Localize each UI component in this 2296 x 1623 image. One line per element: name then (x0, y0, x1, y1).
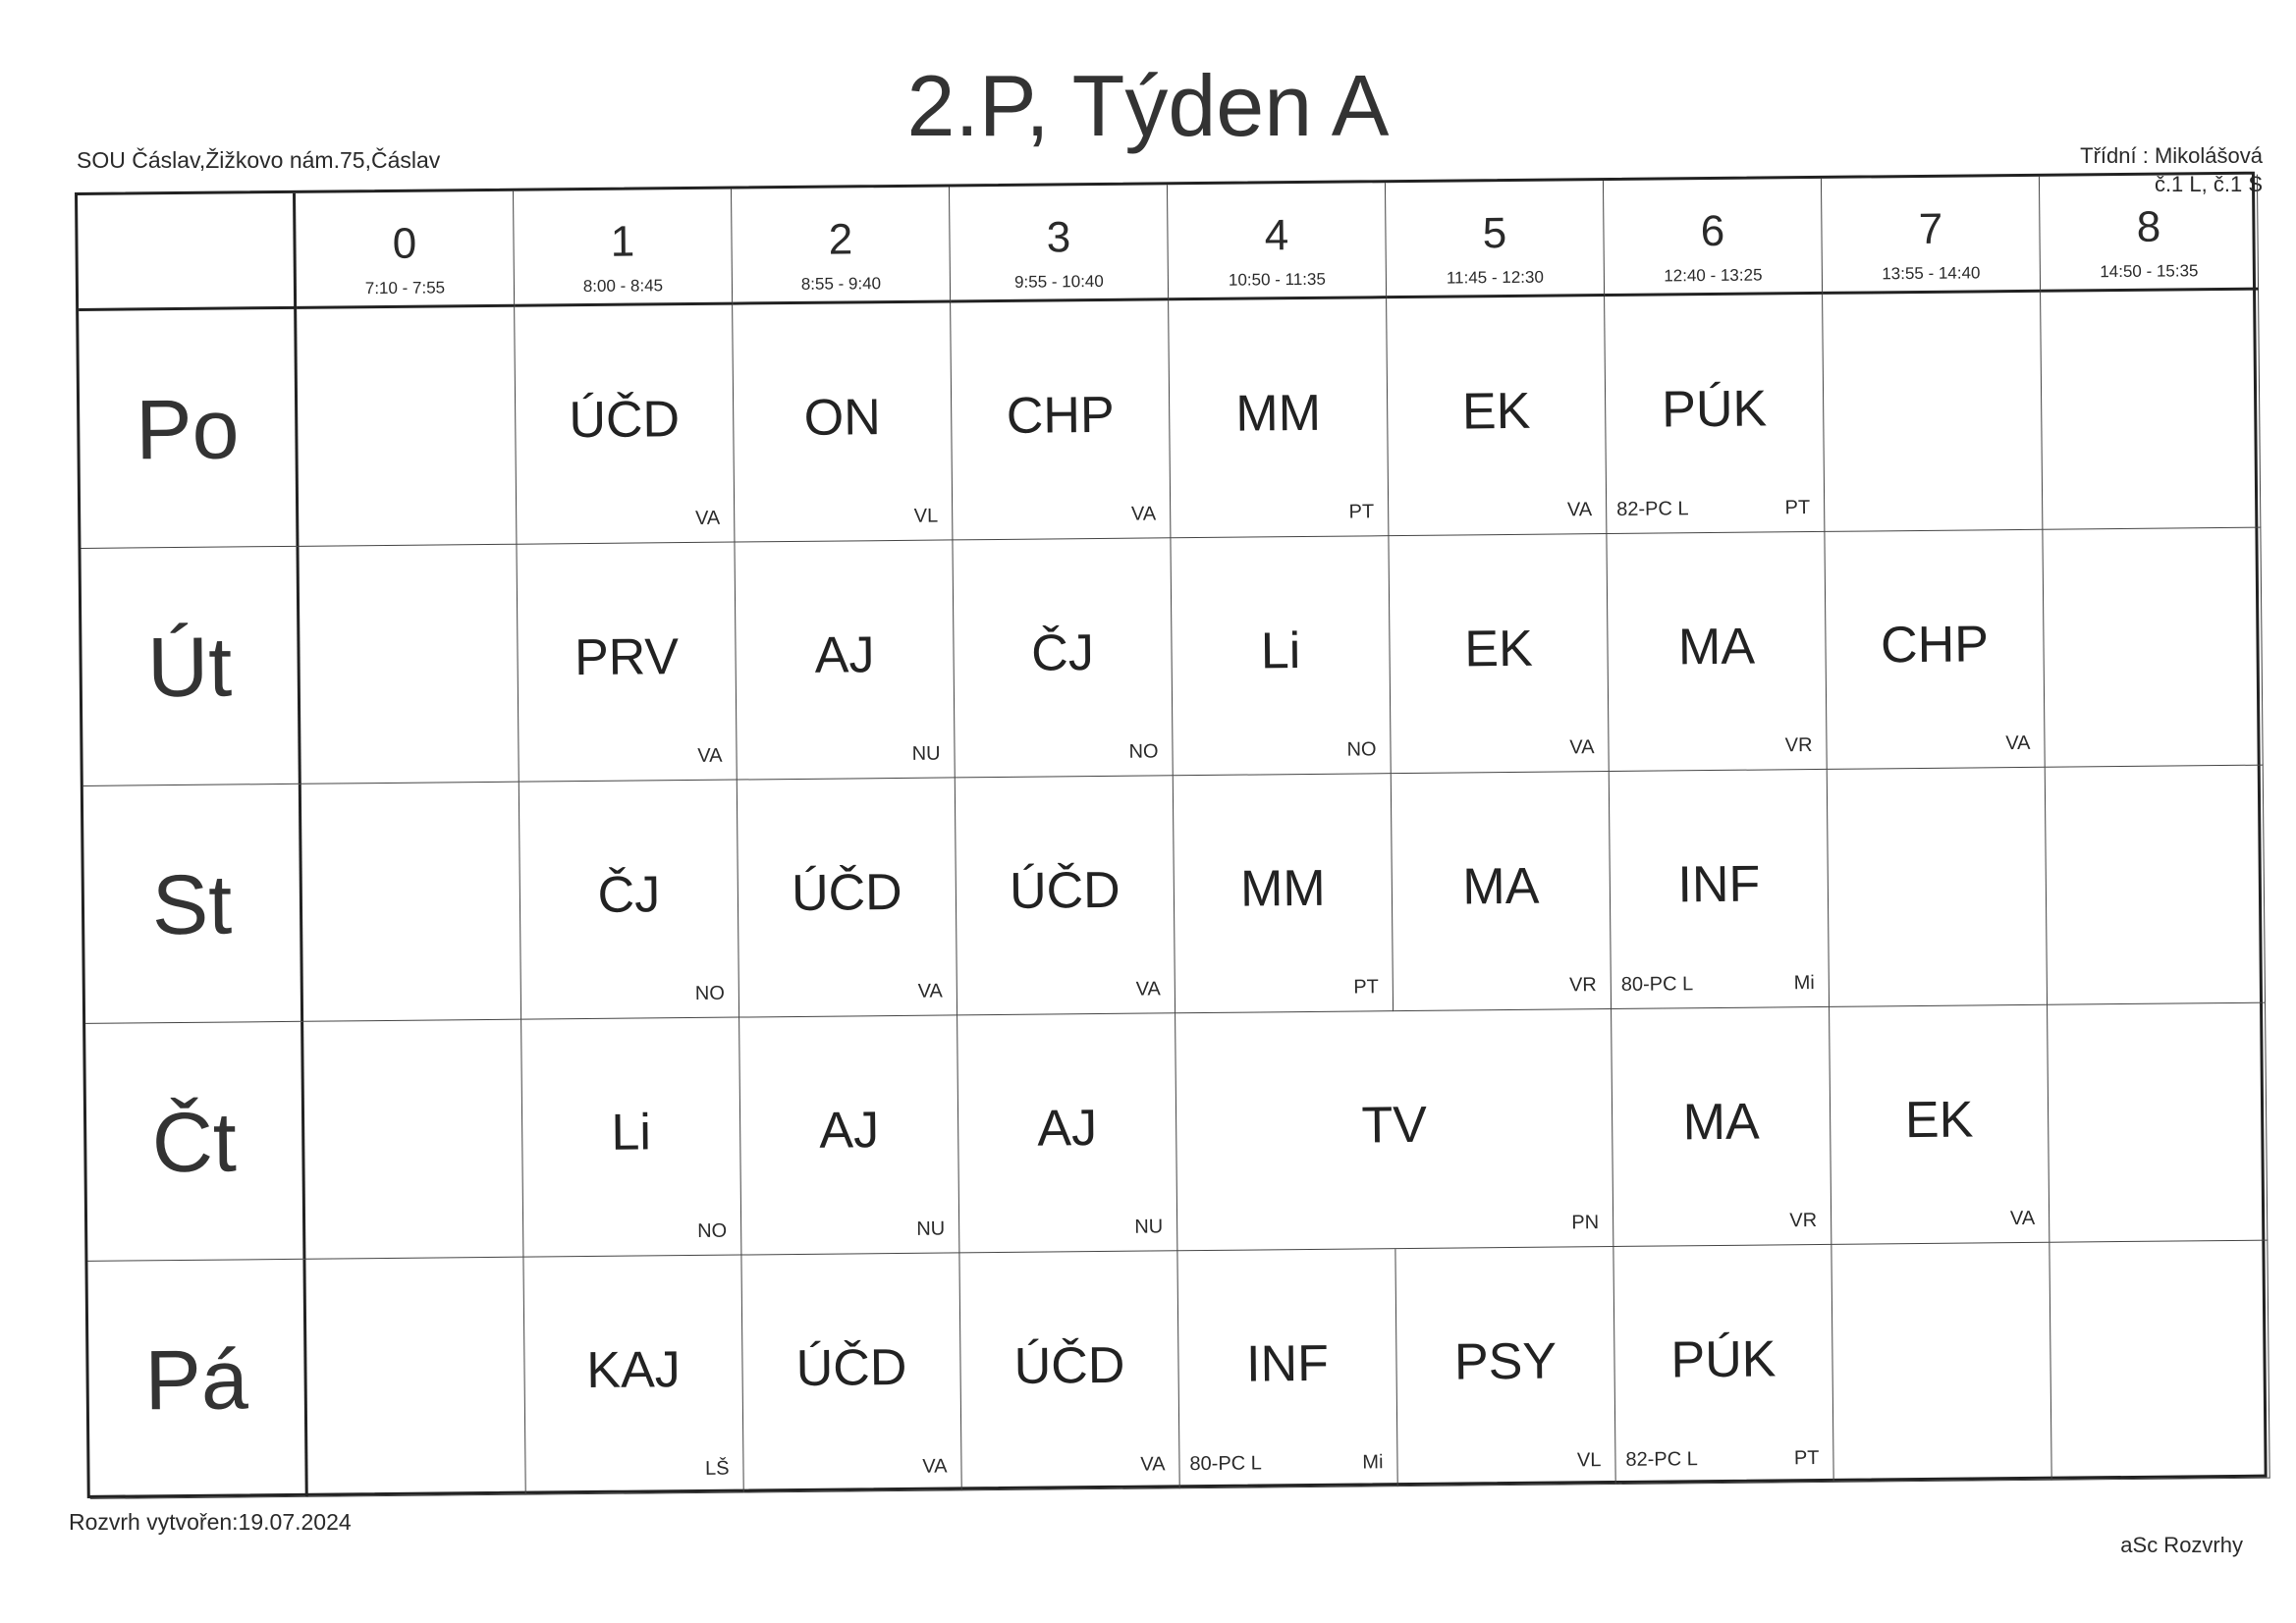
lesson-subject: ÚČD (1013, 1336, 1125, 1395)
period-number: 5 (1482, 209, 1507, 258)
lesson-teacher: Mi (1793, 972, 1815, 995)
period-number: 1 (610, 217, 635, 266)
lesson-cell (951, 300, 1171, 540)
lesson-teacher: NU (916, 1217, 946, 1240)
lesson-cell (741, 1253, 961, 1492)
lesson-cell (1171, 536, 1391, 776)
lesson-subject: PRV (574, 628, 680, 687)
lesson-teacher: PN (1571, 1212, 1600, 1234)
software-credit: aSc Rozvrhy (2120, 1533, 2243, 1557)
lesson-cell (1387, 297, 1607, 536)
lesson-subject: ÚČD (569, 391, 681, 450)
period-header (950, 185, 1169, 302)
period-number: 4 (1264, 211, 1289, 260)
lesson-cell (515, 305, 735, 545)
lesson-cell (1395, 1247, 1615, 1487)
day-label-cell (87, 1260, 307, 1499)
period-time: 7:10 - 7:55 (364, 278, 446, 298)
lesson-room: 82-PC L (1616, 498, 1689, 520)
lesson-teacher: PT (1348, 501, 1375, 523)
lesson-cell (517, 543, 737, 783)
lesson-subject: MA (1682, 1093, 1760, 1152)
lesson-teacher: VR (1784, 734, 1813, 757)
lesson-cell (956, 776, 1175, 1015)
lesson-teacher: VA (1130, 503, 1157, 525)
timetable-grid (75, 172, 2268, 1498)
lesson-subject: KAJ (586, 1341, 682, 1400)
lesson-room: 82-PC L (1625, 1448, 1698, 1471)
lesson-teacher: VA (697, 744, 723, 767)
lesson-teacher: Mi (1362, 1451, 1384, 1474)
period-header (1168, 183, 1387, 300)
lesson-cell (1392, 772, 1612, 1011)
lesson-cell (523, 1256, 743, 1495)
lesson-cell (521, 1018, 741, 1258)
lesson-cell (1613, 1245, 1833, 1485)
lesson-subject: Li (611, 1104, 652, 1162)
empty-cell (2041, 291, 2261, 530)
day-label: Čt (151, 1095, 238, 1191)
lesson-cell (1177, 1249, 1397, 1488)
empty-cell (303, 1020, 523, 1260)
lesson-cell (1610, 770, 1830, 1009)
created-date: Rozvrh vytvořen:19.07.2024 (69, 1509, 352, 1535)
period-header (296, 191, 515, 309)
lesson-subject: PÚK (1670, 1330, 1777, 1389)
lesson-cell (1607, 532, 1827, 772)
empty-cell (1823, 293, 2043, 532)
lesson-cell (738, 778, 957, 1017)
lesson-teacher: NO (1346, 738, 1377, 761)
lesson-subject: ČJ (1030, 624, 1095, 682)
lesson-subject: ON (803, 389, 882, 447)
empty-cell (305, 1258, 525, 1497)
lesson-cell (953, 538, 1173, 778)
lesson-teacher: PT (1793, 1447, 1820, 1470)
lesson-teacher: VA (694, 507, 721, 529)
lesson-subject: EK (1464, 620, 1533, 678)
period-time: 9:55 - 10:40 (1013, 271, 1104, 292)
school-name: SOU Čáslav,Žižkovo nám.75,Čáslav (77, 147, 441, 173)
period-number: 8 (2136, 202, 2161, 251)
lesson-cell (1389, 534, 1609, 774)
period-header (2040, 175, 2259, 293)
lesson-cell (739, 1015, 959, 1255)
period-time: 13:55 - 14:40 (1882, 263, 1981, 284)
period-number: 3 (1046, 213, 1071, 262)
lesson-subject: MA (1462, 857, 1540, 916)
period-time: 12:40 - 13:25 (1664, 265, 1763, 286)
period-time: 8:00 - 8:45 (582, 276, 664, 297)
lesson-teacher: NO (1128, 740, 1159, 763)
period-header (514, 189, 733, 307)
lesson-teacher: NU (911, 742, 941, 765)
lesson-teacher: VA (2005, 731, 2031, 755)
lesson-teacher: VL (1576, 1449, 1602, 1472)
lesson-subject: ÚČD (1009, 861, 1121, 920)
lesson-subject: EK (1461, 382, 1531, 441)
lesson-subject: AJ (814, 626, 875, 684)
class-rooms: č.1 L, č.1 S (2154, 172, 2263, 196)
empty-cell (301, 783, 521, 1022)
period-time: 11:45 - 12:30 (1446, 267, 1544, 288)
day-label-cell (85, 1022, 305, 1262)
lesson-room: 80-PC L (1620, 973, 1694, 996)
lesson-teacher: VA (1135, 978, 1161, 1001)
empty-cell (1831, 1243, 2051, 1483)
period-time: 8:55 - 9:40 (800, 274, 882, 294)
period-time: 10:50 - 11:35 (1228, 269, 1326, 290)
class-teacher: Třídní : Mikolášová (2080, 143, 2263, 168)
lesson-teacher: VA (2009, 1207, 2036, 1230)
lesson-teacher: VR (1789, 1210, 1818, 1232)
lesson-teacher: VA (917, 980, 943, 1002)
empty-cell (2043, 528, 2263, 768)
period-number: 7 (1918, 204, 1943, 253)
lesson-subject: CHP (1880, 616, 1990, 675)
lesson-subject: AJ (1037, 1100, 1098, 1158)
empty-cell (1828, 768, 2048, 1007)
lesson-teacher: VR (1568, 974, 1597, 997)
period-header (1604, 179, 1823, 297)
lesson-teacher: NO (694, 982, 725, 1004)
empty-cell (2048, 1003, 2268, 1243)
lesson-cell (1174, 774, 1394, 1013)
lesson-room: 80-PC L (1189, 1452, 1262, 1476)
lesson-cell (733, 302, 953, 542)
empty-cell (299, 545, 519, 784)
lesson-teacher: VA (1569, 736, 1595, 759)
period-number: 6 (1700, 206, 1725, 256)
lesson-subject: MM (1235, 384, 1322, 443)
period-header (1386, 181, 1605, 298)
period-time: 14:50 - 15:35 (2100, 261, 2199, 282)
period-number: 0 (392, 219, 417, 268)
lesson-teacher: VL (913, 505, 939, 527)
lesson-cell (1612, 1007, 1831, 1247)
lesson-subject: PÚK (1661, 380, 1768, 439)
header-corner (78, 193, 297, 311)
lesson-cell (519, 781, 739, 1020)
period-header (1822, 177, 2041, 295)
lesson-teacher: VA (1140, 1453, 1166, 1476)
lesson-cell (957, 1013, 1177, 1253)
lesson-cell (1605, 295, 1825, 534)
lesson-cell (1830, 1005, 2050, 1245)
lesson-subject: PSY (1453, 1332, 1558, 1391)
day-label: Út (146, 620, 233, 716)
lesson-teacher: NU (1134, 1216, 1164, 1238)
day-label: St (151, 857, 233, 953)
lesson-teacher: LŠ (704, 1457, 730, 1480)
empty-cell (2046, 766, 2266, 1005)
lesson-subject: ÚČD (795, 1338, 907, 1398)
lesson-subject: Li (1260, 622, 1301, 680)
empty-cell (297, 307, 517, 547)
lesson-cell (735, 540, 955, 780)
period-number: 2 (828, 215, 853, 264)
lesson-cell (1175, 1009, 1613, 1251)
lesson-subject: CHP (1006, 386, 1115, 445)
lesson-cell (959, 1251, 1179, 1490)
lesson-subject: ÚČD (791, 863, 902, 923)
period-header (732, 187, 951, 304)
lesson-subject: AJ (819, 1102, 880, 1160)
lesson-teacher: VA (922, 1455, 948, 1478)
lesson-subject: TV (1361, 1096, 1428, 1155)
lesson-subject: EK (1904, 1091, 1974, 1150)
lesson-subject: MM (1239, 859, 1326, 918)
day-label: Po (135, 382, 240, 478)
lesson-subject: ČJ (597, 866, 661, 924)
empty-cell (2050, 1241, 2269, 1481)
day-label-cell (83, 784, 303, 1024)
lesson-subject: INF (1245, 1334, 1330, 1393)
day-label-cell (81, 547, 301, 786)
day-label-cell (79, 309, 299, 549)
lesson-subject: MA (1677, 618, 1756, 676)
lesson-cell (1169, 298, 1389, 538)
lesson-teacher: PT (1784, 497, 1811, 519)
lesson-teacher: VA (1566, 499, 1593, 521)
page-title: 2.P, Týden A (906, 57, 1390, 154)
lesson-teacher: NO (697, 1219, 728, 1242)
day-label: Pá (144, 1332, 249, 1429)
lesson-cell (1825, 530, 2045, 770)
lesson-subject: INF (1677, 855, 1761, 914)
lesson-teacher: PT (1353, 976, 1379, 999)
